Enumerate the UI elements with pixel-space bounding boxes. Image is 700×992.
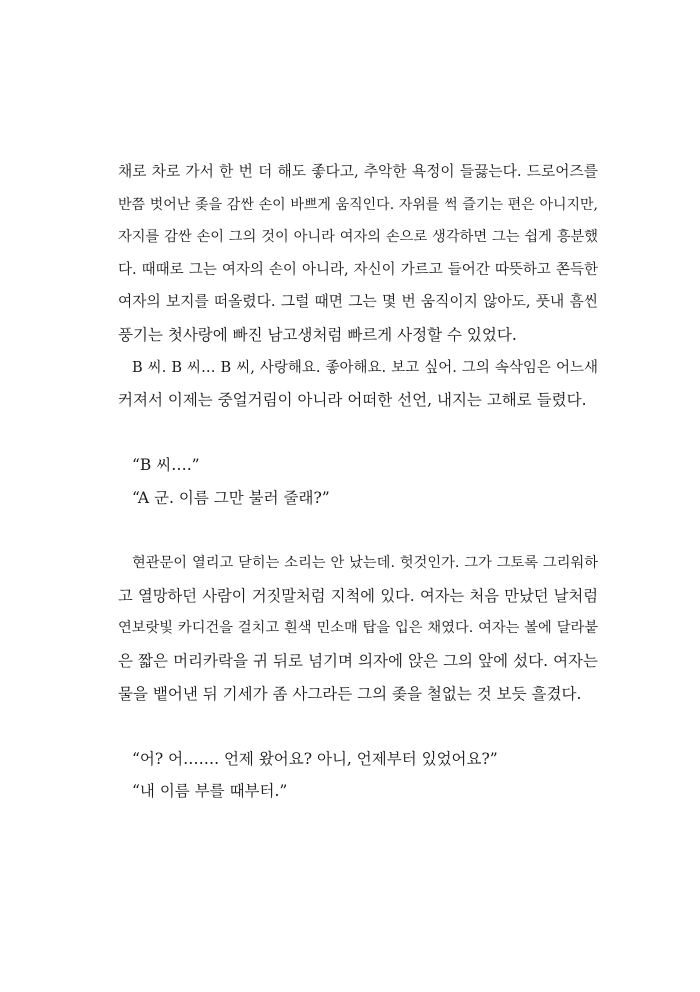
text-line: 자지를 감싼 손이 그의 것이 아니라 여자의 손으로 생각하면 그는 쉽게 흥분했 (118, 229, 598, 246)
text-line: 물을 뱉어낸 뒤 기세가 좀 사그라든 그의 좆을 철없는 것 보듯 흘겼다. (118, 684, 582, 703)
text-line: 반쯤 벗어난 좆을 감싼 손이 바쁘게 움직인다. 자위를 썩 즐기는 편은 아니지만, (118, 196, 598, 213)
paragraph-gap (118, 515, 598, 548)
text-line: 채로 차로 가서 한 번 더 해도 좋다고, 추악한 욕정이 들끓는다. 드로어즈를 (118, 163, 598, 180)
dialogue-line: “B 씨….” (132, 456, 200, 475)
text-line: 현관문이 열리고 닫히는 소리는 안 났는데. 헛것인가. 그가 그토록 그리워하 (132, 555, 598, 572)
paragraph-gap (118, 710, 598, 743)
text-line: 고 열망하던 사람이 거짓말처럼 지척에 있다. 여자는 처음 만났던 날처럼 (118, 586, 598, 605)
paragraph-gap (118, 417, 598, 450)
text-line: 커져서 이제는 중얼거림이 아니라 어떠한 선언, 내지는 고해로 들렸다. (118, 391, 587, 410)
text-line: 다. 때때로 그는 여자의 손이 아니라, 자신이 가르고 들어간 따뜻하고 쫀득한 (118, 261, 598, 278)
text-line: 은 짧은 머리카락을 귀 뒤로 넘기며 의자에 앉은 그의 앞에 섰다. 여자는 (118, 651, 598, 670)
dialogue-line: “A 군. 이름 그만 불러 줄래?” (132, 488, 330, 507)
text-line: B 씨. B 씨… B 씨, 사랑해요. 좋아해요. 보고 싶어. 그의 속삭임은 어느새 (132, 359, 598, 376)
dialogue-line: “내 이름 부를 때부터.” (132, 782, 288, 801)
body-text (118, 156, 598, 808)
text-line: 풍기는 첫사랑에 빠진 남고생처럼 빠르게 사정할 수 있었다. (118, 325, 517, 344)
text-line: 연보랏빛 카디건을 걸치고 흰색 민소매 탑을 입은 채였다. 여자는 볼에 달라붙 (118, 620, 598, 637)
text-line: 여자의 보지를 떠올렸다. 그럴 때면 그는 몇 번 움직이지 않아도, 풋내 흠씬 (118, 293, 598, 311)
dialogue-line: “어? 어……. 언제 왔어요? 아니, 언제부터 있었어요?” (132, 749, 498, 768)
